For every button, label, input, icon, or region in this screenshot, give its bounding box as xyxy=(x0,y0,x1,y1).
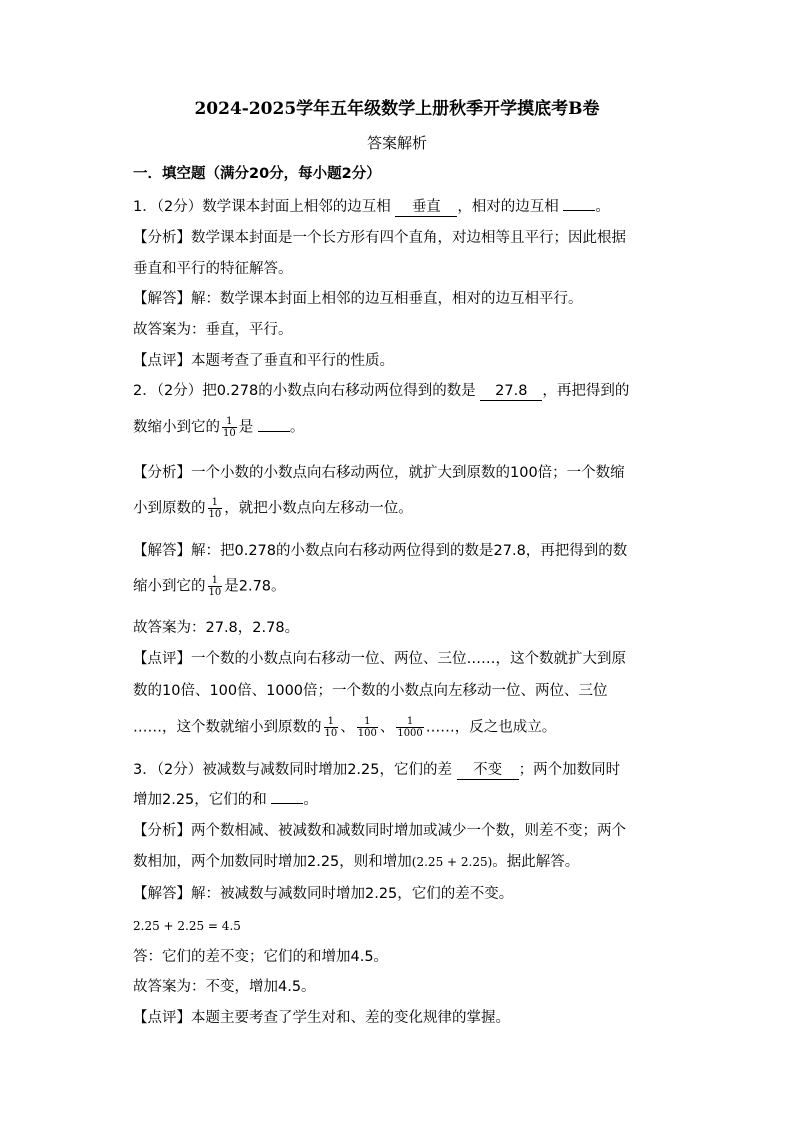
fraction-one-tenth: $\frac{1}{10}$ xyxy=(223,416,236,439)
q2-analysis-line-2: 小到原数的 $\frac{1}{10}$ ，就把小数点向左移动一位。 xyxy=(133,497,413,520)
q2-stem-text-a: 2．（2分）把0.278的小数点向右移动两位得到的数是 xyxy=(133,383,476,399)
q1-solution: 【解答】解：数学课本封面上相邻的边互相垂直，相对的边互相平行。 xyxy=(133,291,583,307)
q2-answer: 故答案为：27.8，2.78。 xyxy=(133,620,300,636)
q1-answer: 故答案为：垂直，平行。 xyxy=(133,322,293,338)
fraction-one-tenth: $\frac{1}{10}$ xyxy=(208,575,222,598)
q2-stem-text-e: 。 xyxy=(289,419,305,436)
page-title: 2024-2025学年五年级数学上册秋季开学摸底考B卷 xyxy=(194,99,600,119)
q3-answer: 故答案为：不变，增加4.5。 xyxy=(133,979,316,995)
fraction-one-tenth: $\frac{1}{10}$ xyxy=(324,716,338,739)
q2-solution-line-1: 【解答】解：把0.278的小数点向右移动两位得到的数是27.8，再把得到的数 xyxy=(133,543,628,559)
fraction-one-tenth: $\frac{1}{10}$ xyxy=(208,497,222,520)
q2-answer-blank-2 xyxy=(258,431,290,432)
q3-stem-line-1: 3．（2分）被减数与减数同时增加2.25，它们的差 不变 ；两个加数同时 xyxy=(133,762,621,778)
q3-comment: 【点评】本题主要考查了学生对和、差的变化规律的掌握。 xyxy=(133,1010,510,1026)
q3-analysis-line-1: 【分析】两个数相减、被减数和减数同时增加或减少一个数，则差不变；两个 xyxy=(133,823,626,839)
page-subtitle: 答案解析 xyxy=(366,134,427,152)
q1-comment: 【点评】本题考查了垂直和平行的性质。 xyxy=(133,353,394,369)
q3-answer-blank-1: 不变 xyxy=(457,761,519,780)
q3-analysis-line-2: 数相加，两个加数同时增加2.25，则和增加(2.25 + 2.25)。据此解答。 xyxy=(133,854,580,870)
fraction-one-hundredth: $\frac{1}{100}$ xyxy=(357,716,377,739)
q3-answer-blank-2 xyxy=(271,803,303,804)
q1-analysis-line-1: 【分析】数学课本封面是一个长方形有四个直角，对边相等且平行；因此根据 xyxy=(133,230,626,246)
q2-stem-line-2 xyxy=(133,416,304,439)
section-heading: 一．填空题（满分20分，每小题2分） xyxy=(133,166,381,182)
q1-stem-text-a: 1．（2分）数学课本封面上相邻的边互相 xyxy=(133,199,391,215)
q2-stem-text-c: 数缩小到它的 xyxy=(133,419,220,436)
q1-answer-blank-2 xyxy=(563,210,595,211)
q2-solution-line-2: 缩小到它的 $\frac{1}{10}$ 是2.78。 xyxy=(133,575,286,598)
fraction-one-thousandth: $\frac{1}{1000}$ xyxy=(397,716,423,739)
q2-answer-blank-1: 27.8 xyxy=(480,382,542,401)
q3-calculation: 2.25 + 2.25 = 4.5 xyxy=(133,919,241,933)
q3-stem-line-2: 增加2.25，它们的和 。 xyxy=(133,792,318,808)
q1-stem-text-b: ，相对的边互相 xyxy=(457,199,559,215)
q1-analysis-line-2: 垂直和平行的特征解答。 xyxy=(133,261,293,277)
q1-answer-blank-1: 垂直 xyxy=(395,198,457,217)
q2-analysis-line-1: 【分析】一个小数的小数点向右移动两位，就扩大到原数的100倍；一个数缩 xyxy=(133,465,625,481)
q2-stem-text-b: ，再把得到的 xyxy=(542,383,630,399)
q2-stem-line-1 xyxy=(133,381,629,401)
q3-solution: 【解答】解：被减数与减数同时增加2.25，它们的差不变。 xyxy=(133,886,514,902)
q2-comment-line-3: ……，这个数就缩小到原数的 $\frac{1}{10}$ 、 $\frac{1}{100}$ 、 $\frac{1}{1000}$ ……，反之也成立。 xyxy=(133,716,557,739)
math-expression: (2.25 + 2.25) xyxy=(411,855,493,869)
q1-stem-text-c: 。 xyxy=(595,199,610,215)
q2-stem-text-d: 是 xyxy=(238,419,254,436)
q2-comment-line-2: 数的10倍、100倍、1000倍；一个数的小数点向左移动一位、两位、三位 xyxy=(133,683,608,699)
q2-comment-line-1: 【点评】一个数的小数点向右移动一位、两位、三位……，这个数就扩大到原 xyxy=(133,651,626,667)
q1-stem xyxy=(133,197,610,217)
q3-reply: 答：它们的差不变；它们的和增加4.5。 xyxy=(133,949,389,965)
